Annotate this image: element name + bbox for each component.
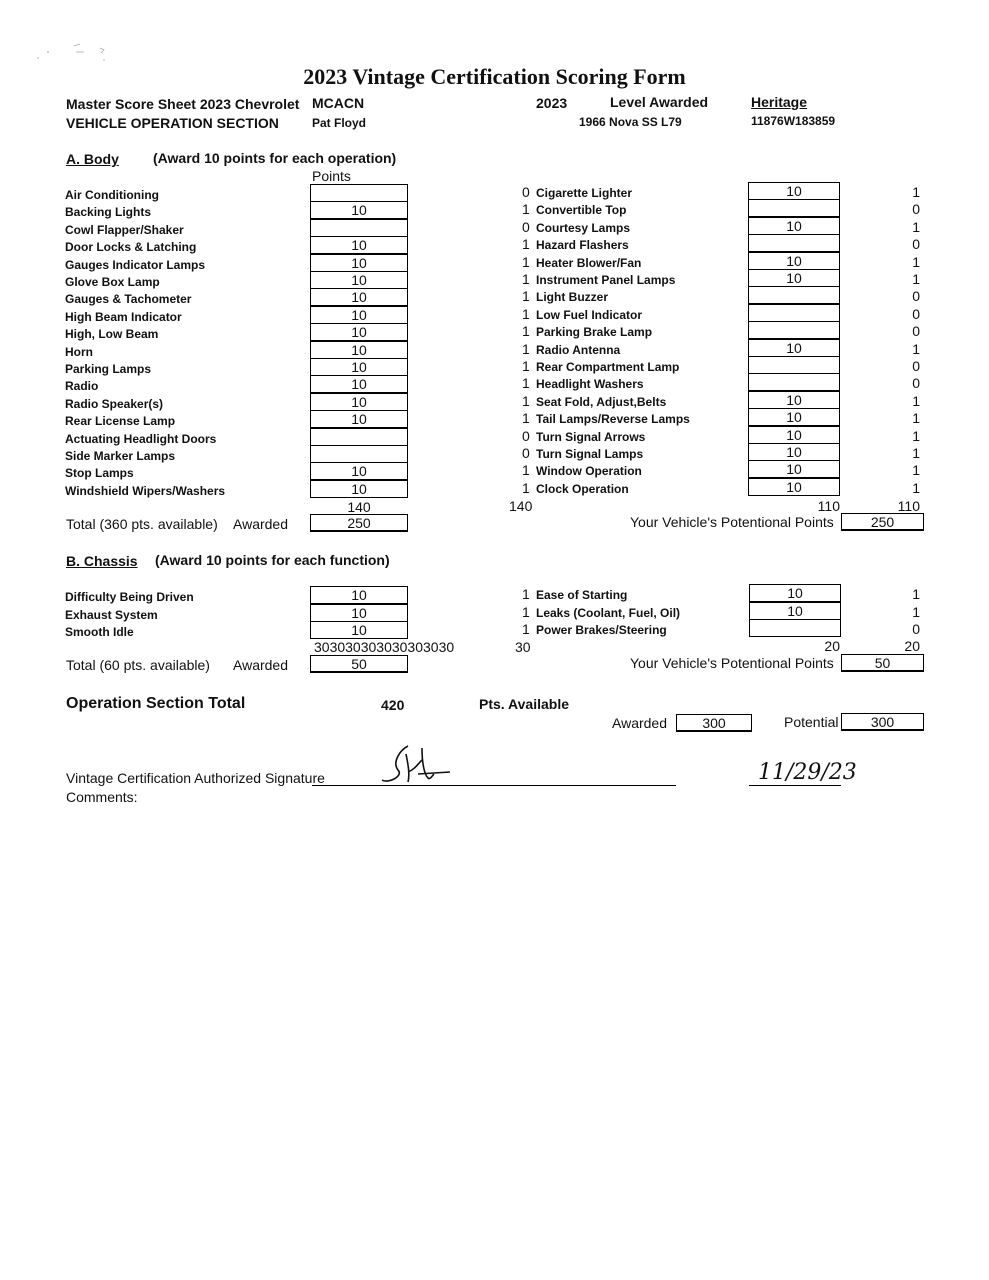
operation-available-label: Pts. Available: [479, 696, 570, 712]
body-right-label: Low Fuel Indicator: [536, 307, 643, 322]
body-right-points: [748, 304, 840, 322]
body-right-flag: 1: [522, 201, 530, 218]
body-item-label: Air Conditioning: [65, 188, 159, 202]
body-right-count: 1: [912, 445, 920, 461]
body-right-label: Cigarette Lighter: [536, 186, 633, 200]
body-right-count: 1: [912, 184, 920, 200]
operation-potential-label: Potential: [784, 714, 839, 730]
body-item-label: Windshield Wipers/Washers: [65, 483, 226, 498]
body-potential-box: 250: [841, 513, 924, 531]
car-label: 1966 Nova SS L79: [579, 115, 682, 129]
form-title: 2023 Vintage Certification Scoring Form: [303, 64, 686, 89]
master-score-sheet-label: Master Score Sheet 2023 Chevrolet: [66, 96, 300, 112]
body-right-label: Radio Antenna: [536, 342, 621, 357]
chassis-total-label: Total (60 pts. available): [66, 657, 210, 673]
body-right-label: Courtesy Lamps: [536, 220, 631, 235]
body-right-count: 1: [912, 462, 920, 479]
body-item-label: Backing Lights: [65, 205, 152, 220]
body-right-points: 10: [748, 269, 840, 287]
chassis-mid-sum: 30: [515, 639, 531, 655]
chassis-right-points: 10: [749, 584, 841, 602]
body-right-points: 10: [748, 478, 840, 496]
body-right-count: 1: [912, 253, 920, 270]
body-right-label: Heater Blower/Fan: [536, 255, 642, 270]
operation-awarded-box: 300: [676, 714, 752, 732]
body-item-points: 10: [310, 341, 408, 359]
chassis-right-label: Ease of Starting: [536, 588, 628, 602]
body-right-label: Parking Brake Lamp: [536, 325, 653, 340]
body-item-label: Horn: [65, 344, 93, 359]
body-item-points: 10: [310, 480, 408, 498]
body-item-label: Cowl Flapper/Shaker: [65, 222, 184, 237]
body-right-count: 1: [912, 271, 920, 287]
chassis-right-count: 1: [912, 586, 920, 602]
body-right-count: 1: [912, 392, 920, 409]
body-right-flag: 0: [522, 427, 530, 444]
chassis-potential-label: Your Vehicle's Potentional Points: [630, 655, 834, 671]
year-label: 2023: [536, 95, 568, 111]
body-right-points: 10: [748, 339, 840, 357]
body-item-points: 10: [310, 323, 408, 341]
chassis-section-instruction: (Award 10 points for each function): [155, 552, 390, 568]
body-right-flag: 1: [522, 392, 530, 409]
body-item-label: Rear License Lamp: [65, 414, 176, 429]
body-awarded-label: Awarded: [233, 516, 289, 532]
body-item-points: 10: [310, 254, 408, 272]
chassis-potential-box: 50: [841, 654, 924, 672]
body-item-label: Actuating Headlight Doors: [65, 431, 217, 446]
body-right-label: Light Buzzer: [536, 290, 608, 305]
operation-total-label: Operation Section Total: [66, 695, 246, 712]
points-header: Points: [312, 168, 351, 184]
body-item-points: 10: [310, 410, 408, 428]
body-right-label: Turn Signal Arrows: [536, 429, 646, 444]
body-item-points: 10: [310, 375, 408, 393]
signature-scrawl: [378, 740, 458, 788]
body-right-flag: 1: [522, 305, 530, 322]
body-item-label: Glove Box Lamp: [65, 275, 160, 289]
body-right-label: Turn Signal Lamps: [536, 447, 644, 461]
body-right-points: [748, 321, 840, 339]
body-right-count: 0: [912, 358, 920, 374]
body-right-count: 0: [912, 305, 920, 322]
operation-awarded-label: Awarded: [612, 715, 668, 731]
signature-label: Vintage Certification Authorized Signature: [66, 770, 325, 786]
body-right-count: 0: [912, 201, 920, 218]
org-label: MCACN: [312, 95, 365, 111]
chassis-right-count: 0: [912, 621, 920, 637]
body-mid-sum: 140: [509, 498, 533, 514]
body-right-label: Rear Compartment Lamp: [536, 360, 680, 374]
body-right-points: 10: [748, 426, 840, 444]
body-right-points: 10: [748, 182, 840, 200]
body-awarded-box: 250: [310, 514, 408, 532]
chassis-right-count: 1: [912, 603, 920, 620]
chassis-right-sum: 20: [824, 638, 840, 654]
chassis-awarded-box: 50: [310, 655, 408, 673]
level-awarded-label: Level Awarded: [610, 94, 709, 110]
body-right-label: Instrument Panel Lamps: [536, 273, 676, 287]
signature-line: [312, 785, 676, 786]
body-right-points: 10: [748, 217, 840, 235]
body-right-flag: 1: [522, 253, 530, 270]
body-item-points: [310, 428, 408, 446]
chassis-item-label: Difficulty Being Driven: [65, 590, 194, 604]
chassis-item-points: 10: [310, 586, 408, 604]
body-total-label: Total (360 pts. available): [66, 516, 218, 532]
body-right-flag: 1: [522, 375, 530, 392]
body-item-label: High, Low Beam: [65, 327, 159, 342]
body-left-sum: 140: [347, 499, 371, 515]
body-right-flag: 1: [522, 410, 530, 427]
chassis-left-sum: 303030303030303030: [314, 639, 455, 655]
body-right-count: 1: [912, 218, 920, 235]
body-section-heading: A. Body: [66, 151, 119, 167]
body-right-points: 10: [748, 443, 840, 461]
body-right-flag: 1: [522, 236, 530, 253]
body-right-flag: 0: [522, 184, 530, 200]
body-right-flag: 1: [522, 358, 530, 374]
chassis-right-label: Leaks (Coolant, Fuel, Oil): [536, 605, 681, 620]
operation-potential-box: 300: [841, 713, 924, 731]
date-line: [749, 785, 841, 786]
body-right-flag: 1: [522, 462, 530, 479]
chassis-right-points: 10: [749, 602, 841, 620]
body-section-instruction: (Award 10 points for each operation): [153, 150, 397, 166]
body-right-count: 1: [912, 479, 920, 496]
chassis-right-points: [749, 619, 841, 637]
level-awarded-value: Heritage: [751, 94, 808, 110]
body-item-points: 10: [310, 271, 408, 289]
body-right-flag: 1: [522, 271, 530, 287]
chassis-section-heading: B. Chassis: [66, 553, 138, 569]
body-right-count: 0: [912, 375, 920, 392]
body-right-points: [748, 373, 840, 391]
chassis-count-sum: 20: [904, 638, 920, 654]
section-label: VEHICLE OPERATION SECTION: [66, 115, 279, 131]
body-right-count: 1: [912, 427, 920, 444]
body-item-points: [310, 219, 408, 237]
body-right-flag: 1: [522, 340, 530, 357]
body-item-label: Radio: [65, 379, 99, 394]
body-right-count: 0: [912, 323, 920, 340]
body-right-points: [748, 234, 840, 252]
body-item-label: Door Locks & Latching: [65, 240, 197, 255]
body-right-flag: 1: [522, 288, 530, 305]
body-right-count: 1: [912, 410, 920, 427]
body-item-label: Radio Speaker(s): [65, 396, 164, 411]
body-right-points: [748, 356, 840, 374]
body-right-points: 10: [748, 408, 840, 426]
body-right-count: 0: [912, 236, 920, 253]
body-right-flag: 0: [522, 445, 530, 461]
body-item-points: 10: [310, 462, 408, 480]
body-item-label: Side Marker Lamps: [65, 449, 176, 463]
chassis-awarded-label: Awarded: [233, 657, 289, 673]
signature-date: 11/29/23: [758, 760, 857, 785]
body-right-label: Hazard Flashers: [536, 238, 629, 253]
body-right-count: 1: [912, 340, 920, 357]
judge-name: Pat Floyd: [312, 116, 367, 130]
body-right-count: 0: [912, 288, 920, 305]
body-count-sum: 110: [897, 498, 920, 514]
chassis-item-points: 10: [310, 604, 408, 622]
chassis-item-points: 10: [310, 621, 408, 639]
chassis-item-label: Smooth Idle: [65, 625, 134, 639]
body-potential-label: Your Vehicle's Potentional Points: [630, 514, 834, 530]
body-item-label: Parking Lamps: [65, 362, 152, 376]
body-item-label: High Beam Indicator: [65, 309, 182, 324]
body-right-flag: 1: [522, 323, 530, 340]
body-right-points: 10: [748, 252, 840, 270]
chassis-right-label: Power Brakes/Steering: [536, 623, 667, 637]
body-right-points: [748, 199, 840, 217]
body-item-points: 10: [310, 288, 408, 306]
body-right-points: 10: [748, 391, 840, 409]
body-item-points: [310, 184, 408, 202]
comments-label: Comments:: [66, 789, 138, 805]
body-right-label: Clock Operation: [536, 481, 629, 496]
body-right-points: [748, 286, 840, 304]
chassis-right-flag: 1: [522, 603, 530, 620]
body-item-points: [310, 445, 408, 463]
chassis-right-flag: 1: [522, 586, 530, 602]
body-item-points: 10: [310, 236, 408, 254]
vin-label: 11876W183859: [751, 114, 836, 128]
body-item-points: 10: [310, 358, 408, 376]
body-right-label: Headlight Washers: [536, 377, 644, 392]
body-item-points: 10: [310, 201, 408, 219]
body-item-label: Gauges & Tachometer: [65, 292, 192, 307]
body-right-flag: 1: [522, 479, 530, 496]
body-right-label: Seat Fold, Adjust,Belts: [536, 394, 667, 409]
body-right-sum: 110: [817, 498, 840, 514]
body-right-points: 10: [748, 460, 840, 478]
body-item-label: Stop Lamps: [65, 466, 134, 481]
chassis-right-flag: 1: [522, 621, 530, 637]
operation-available-value: 420: [381, 697, 405, 713]
body-item-points: 10: [310, 393, 408, 411]
body-item-label: Gauges Indicator Lamps: [65, 257, 206, 272]
body-right-label: Window Operation: [536, 464, 642, 479]
body-item-points: 10: [310, 306, 408, 324]
body-right-label: Convertible Top: [536, 203, 627, 218]
chassis-item-label: Exhaust System: [65, 607, 158, 622]
body-right-label: Tail Lamps/Reverse Lamps: [536, 412, 690, 427]
body-right-flag: 0: [522, 218, 530, 235]
